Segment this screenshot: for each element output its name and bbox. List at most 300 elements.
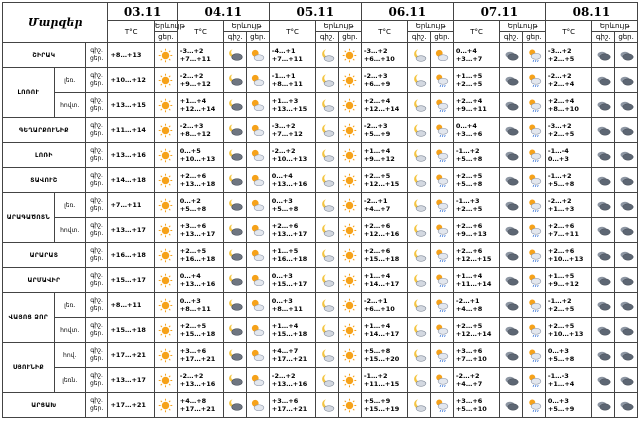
temp-night: +1…+4 <box>363 147 391 155</box>
weather-icon-cell <box>316 293 339 318</box>
clouds-icon <box>615 398 637 413</box>
temp-night: -3…+2 <box>363 47 388 55</box>
temp-day: +13…+16 <box>271 380 308 388</box>
temp-night: 0…+2 <box>179 197 201 205</box>
day-label: ցեր. <box>89 255 104 262</box>
temperature-cell <box>545 243 592 268</box>
unit-header: T°C <box>269 21 316 43</box>
weather-icon-cell <box>247 168 270 193</box>
weather-icon-cell <box>431 343 454 368</box>
weather-icon-cell <box>339 293 362 318</box>
temp-night: -2…+1 <box>363 197 388 205</box>
time-of-day-label <box>85 193 108 218</box>
weather-icon-cell <box>431 368 454 393</box>
weather-icon-cell <box>592 368 615 393</box>
temp-day: +17…+21 <box>271 405 308 413</box>
weather-icon-cell <box>224 168 247 193</box>
temp-night: +3…+6 <box>455 347 483 355</box>
sun-cloud-rain-icon <box>523 273 545 288</box>
weather-icon-cell <box>408 318 431 343</box>
temperature-cell <box>269 68 316 93</box>
temperature-cell <box>545 318 592 343</box>
weather-icon-cell <box>431 118 454 143</box>
weather-icon-cell <box>592 193 615 218</box>
weather-icon-cell <box>431 68 454 93</box>
temp-day: +9…+12 <box>363 155 395 163</box>
clouds-icon <box>592 198 614 213</box>
temp-day: +12…+15 <box>455 255 492 263</box>
sun-icon <box>155 123 177 138</box>
weather-icon-cell <box>247 268 270 293</box>
sun-cloud-rain-icon <box>523 48 545 63</box>
sun-icon <box>155 73 177 88</box>
weather-icon-cell <box>316 193 339 218</box>
time-of-day-label <box>85 118 108 143</box>
sun-cloud-rain-icon <box>431 98 453 113</box>
day-header: ցեր. <box>155 32 178 43</box>
time-of-day-label <box>85 393 108 418</box>
weather-icon-cell <box>592 93 615 118</box>
temp-night: -2…+2 <box>547 72 572 80</box>
temperature-cell <box>361 393 408 418</box>
sun-cloud-rain-icon <box>431 273 453 288</box>
time-of-day-label <box>85 43 108 68</box>
moon-cloud-icon <box>408 73 430 88</box>
weather-icon-cell <box>316 143 339 168</box>
weather-icon-cell <box>615 343 638 368</box>
clouds-icon <box>500 373 522 388</box>
weather-icon-cell <box>408 243 431 268</box>
clouds-icon <box>615 373 637 388</box>
temperature-cell <box>108 268 155 293</box>
weather-icon-cell <box>523 393 546 418</box>
sun-cloud-icon <box>247 148 269 163</box>
sun-icon <box>155 273 177 288</box>
day-label: ցեր. <box>89 405 104 412</box>
sun-cloud-rain-icon <box>431 173 453 188</box>
moon-cloud-icon <box>316 173 338 188</box>
temp-night: -3…+2 <box>547 122 572 130</box>
night-label: գիշ. <box>90 372 103 379</box>
temp-day: +7…+11 <box>271 55 303 63</box>
temp-night: +2…+5 <box>455 322 483 330</box>
weather-icon-cell <box>408 293 431 318</box>
clouds-icon <box>592 48 614 63</box>
clouds-icon <box>500 298 522 313</box>
clouds-icon <box>592 73 614 88</box>
weather-icon-cell <box>592 293 615 318</box>
sun-cloud-icon <box>247 123 269 138</box>
temperature-cell <box>177 343 224 368</box>
weather-icon-cell <box>339 68 362 93</box>
weather-icon-cell <box>500 68 523 93</box>
temp-night: +4…+8 <box>179 397 207 405</box>
weather-icon-cell <box>408 193 431 218</box>
temp-day: +10…+13 <box>179 155 216 163</box>
temperature-cell <box>108 68 155 93</box>
forecast-table <box>2 2 638 418</box>
cloudy-night-icon <box>224 273 246 288</box>
weather-icon-cell <box>408 43 431 68</box>
weather-header: Երևույթ <box>408 21 454 32</box>
temp-night: +1…+4 <box>363 272 391 280</box>
weather-icon-cell <box>500 43 523 68</box>
temp-night: -2…+3 <box>363 72 388 80</box>
clouds-icon <box>592 323 614 338</box>
temp-day: +11…+14 <box>110 126 146 134</box>
cloudy-night-icon <box>224 98 246 113</box>
weather-icon-cell <box>316 343 339 368</box>
moon-cloud-icon <box>408 298 430 313</box>
cloudy-night-icon <box>224 123 246 138</box>
temperature-cell <box>269 193 316 218</box>
weather-icon-cell <box>523 143 546 168</box>
clouds-icon <box>500 248 522 263</box>
weather-icon-cell <box>523 318 546 343</box>
night-label: գիշ. <box>90 122 103 129</box>
temp-day: +2…+5 <box>547 55 575 63</box>
temperature-cell <box>545 393 592 418</box>
weather-icon-cell <box>523 218 546 243</box>
temp-night: +2…+6 <box>547 222 575 230</box>
day-label: ցեր. <box>89 55 104 62</box>
weather-icon-cell <box>592 68 615 93</box>
date-header: 08.11 <box>545 3 637 21</box>
cloudy-night-icon <box>224 323 246 338</box>
weather-icon-cell <box>592 143 615 168</box>
night-label: գիշ. <box>90 72 103 79</box>
weather-icon-cell <box>224 68 247 93</box>
clouds-icon <box>592 298 614 313</box>
weather-icon-cell <box>615 218 638 243</box>
temperature-cell <box>108 43 155 68</box>
sun-icon <box>339 398 361 413</box>
temp-day: +12…+14 <box>179 105 216 113</box>
temp-night: 0…+5 <box>179 147 201 155</box>
sun-cloud-rain-icon <box>523 398 545 413</box>
temperature-cell <box>453 118 500 143</box>
clouds-icon <box>500 173 522 188</box>
temp-night: +1…+3 <box>271 97 299 105</box>
temperature-cell <box>108 293 155 318</box>
weather-icon-cell <box>247 43 270 68</box>
temp-night: +1…+4 <box>179 97 207 105</box>
weather-icon-cell <box>431 43 454 68</box>
temp-night: -2…+2 <box>455 372 480 380</box>
temp-day: +5…+8 <box>179 205 207 213</box>
temperature-cell <box>361 93 408 118</box>
sun-cloud-icon <box>247 248 269 263</box>
temp-night: +2…+5 <box>179 247 207 255</box>
weather-icon-cell <box>500 168 523 193</box>
temperature-cell <box>453 193 500 218</box>
weather-header: Երևույթ <box>316 21 362 32</box>
temperature-cell <box>361 118 408 143</box>
weather-icon-cell <box>339 118 362 143</box>
clouds-icon <box>500 273 522 288</box>
weather-icon-cell <box>247 318 270 343</box>
day-label: ցեր. <box>89 330 104 337</box>
sun-icon <box>339 273 361 288</box>
moon-cloud-icon <box>316 323 338 338</box>
time-of-day-label <box>85 168 108 193</box>
temp-day: +13…+16 <box>271 180 308 188</box>
temp-day: +5…+10 <box>455 405 487 413</box>
weather-icon-cell <box>431 243 454 268</box>
temperature-cell <box>545 168 592 193</box>
temperature-cell <box>108 93 155 118</box>
temp-night: -1…-3 <box>547 372 569 380</box>
moon-cloud-icon <box>408 323 430 338</box>
weather-icon-cell <box>224 368 247 393</box>
temperature-cell <box>545 268 592 293</box>
weather-icon-cell <box>500 218 523 243</box>
weather-icon-cell <box>408 268 431 293</box>
subregion-name: հով. <box>54 343 85 368</box>
temperature-cell <box>545 218 592 243</box>
temperature-cell <box>108 143 155 168</box>
moon-cloud-icon <box>408 248 430 263</box>
temp-night: +2…+5 <box>179 322 207 330</box>
clouds-icon <box>592 173 614 188</box>
temp-day: +5…+9 <box>363 130 391 138</box>
time-of-day-label <box>85 368 108 393</box>
temperature-cell <box>269 393 316 418</box>
temp-night: +2…+4 <box>363 97 391 105</box>
temp-day: +15…+18 <box>179 330 216 338</box>
night-label: գիշ. <box>90 172 103 179</box>
night-label: գիշ. <box>90 197 103 204</box>
weather-icon-cell <box>615 393 638 418</box>
weather-icon-cell <box>431 93 454 118</box>
sun-cloud-icon <box>247 373 269 388</box>
clouds-icon <box>615 173 637 188</box>
weather-icon-cell <box>155 243 178 268</box>
night-label: գիշ. <box>90 97 103 104</box>
weather-icon-cell <box>408 68 431 93</box>
temperature-cell <box>177 218 224 243</box>
weather-icon-cell <box>339 218 362 243</box>
sun-icon <box>155 98 177 113</box>
temperature-cell <box>453 168 500 193</box>
temp-day: +12…+14 <box>363 105 400 113</box>
sun-cloud-icon <box>247 173 269 188</box>
day-label: ցեր. <box>89 230 104 237</box>
temperature-cell <box>453 393 500 418</box>
moon-cloud-icon <box>316 298 338 313</box>
weather-icon-cell <box>247 143 270 168</box>
weather-icon-cell <box>592 43 615 68</box>
temperature-cell <box>361 368 408 393</box>
day-label: ցեր. <box>89 280 104 287</box>
temp-night: 0…+3 <box>271 197 293 205</box>
temperature-cell <box>269 43 316 68</box>
temp-day: +7…+11 <box>547 230 579 238</box>
clouds-icon <box>500 198 522 213</box>
time-of-day-label <box>85 143 108 168</box>
temp-night: +1…+5 <box>547 272 575 280</box>
weather-icon-cell <box>339 318 362 343</box>
temperature-cell <box>177 393 224 418</box>
clouds-icon <box>592 148 614 163</box>
weather-icon-cell <box>500 343 523 368</box>
weather-icon-cell <box>316 118 339 143</box>
moon-cloud-icon <box>316 273 338 288</box>
clouds-icon <box>615 298 637 313</box>
temperature-cell <box>361 143 408 168</box>
temperature-cell <box>177 293 224 318</box>
sun-cloud-rain-icon <box>523 98 545 113</box>
temp-day: +6…+9 <box>363 80 391 88</box>
temperature-cell <box>177 68 224 93</box>
moon-cloud-icon <box>316 148 338 163</box>
sun-cloud-rain-icon <box>431 148 453 163</box>
cloudy-night-icon <box>224 148 246 163</box>
weather-icon-cell <box>431 143 454 168</box>
clouds-icon <box>592 223 614 238</box>
weather-icon-cell <box>155 293 178 318</box>
temp-day: +8…+13 <box>110 51 142 59</box>
temp-day: +2…+5 <box>547 305 575 313</box>
sun-cloud-rain-icon <box>523 223 545 238</box>
weather-icon-cell <box>592 343 615 368</box>
weather-icon-cell <box>155 93 178 118</box>
weather-icon-cell <box>224 143 247 168</box>
temperature-cell <box>361 318 408 343</box>
weather-icon-cell <box>523 243 546 268</box>
cloudy-night-icon <box>224 73 246 88</box>
day-label: ցեր. <box>89 80 104 87</box>
temperature-cell <box>361 168 408 193</box>
temp-night: 0…+4 <box>271 172 293 180</box>
moon-cloud-icon <box>408 348 430 363</box>
weather-icon-cell <box>224 218 247 243</box>
temp-day: +16…+18 <box>271 255 308 263</box>
temp-day: +11…+15 <box>363 380 400 388</box>
temperature-cell <box>177 243 224 268</box>
temperature-cell <box>177 43 224 68</box>
unit-header: T°C <box>108 21 155 43</box>
temp-day: +15…+17 <box>110 276 146 284</box>
weather-icon-cell <box>247 368 270 393</box>
temp-night: -1…+3 <box>455 197 480 205</box>
temp-night: +2…+4 <box>547 97 575 105</box>
region-name: ՍՅՈՒՆԻՔ <box>3 343 55 393</box>
weather-icon-cell <box>224 93 247 118</box>
temp-day: +2…+5 <box>455 80 483 88</box>
forecast-row <box>3 218 638 243</box>
temp-day: +2…+4 <box>547 80 575 88</box>
temperature-cell <box>108 168 155 193</box>
weather-icon-cell <box>224 43 247 68</box>
temperature-cell <box>361 293 408 318</box>
weather-icon-cell <box>500 293 523 318</box>
temp-day: +13…+17 <box>271 230 308 238</box>
clouds-icon <box>592 123 614 138</box>
sun-icon <box>155 298 177 313</box>
region-name: ԱՐԱՐԱՏ <box>3 243 86 268</box>
moon-cloud-icon <box>316 248 338 263</box>
sun-cloud-rain-icon <box>431 223 453 238</box>
weather-icon-cell <box>523 43 546 68</box>
temp-night: -1…+1 <box>271 72 296 80</box>
weather-icon-cell <box>408 218 431 243</box>
weather-icon-cell <box>316 218 339 243</box>
date-header: 04.11 <box>177 3 269 21</box>
sun-cloud-rain-icon <box>523 198 545 213</box>
weather-icon-cell <box>155 218 178 243</box>
temp-night: +4…+7 <box>271 347 299 355</box>
temp-night: -3…+2 <box>179 47 204 55</box>
night-label: գիշ. <box>90 47 103 54</box>
weather-icon-cell <box>316 268 339 293</box>
sun-icon <box>339 348 361 363</box>
cloudy-night-icon <box>224 48 246 63</box>
region-name: ԳԵՂԱՐՔՈՒՆԻՔ <box>3 118 86 143</box>
weather-icon-cell <box>615 293 638 318</box>
temp-night: -1…+2 <box>455 147 480 155</box>
temp-day: +13…+17 <box>179 230 216 238</box>
temperature-cell <box>269 218 316 243</box>
temp-night: +2…+6 <box>179 172 207 180</box>
temperature-cell <box>108 193 155 218</box>
weather-icon-cell <box>523 118 546 143</box>
weather-icon-cell <box>500 368 523 393</box>
forecast-row <box>3 143 638 168</box>
temperature-cell <box>453 368 500 393</box>
weather-icon-cell <box>431 318 454 343</box>
temperature-cell <box>361 243 408 268</box>
weather-icon-cell <box>224 293 247 318</box>
weather-icon-cell <box>224 193 247 218</box>
temperature-cell <box>453 93 500 118</box>
time-of-day-label <box>85 268 108 293</box>
temp-day: +4…+7 <box>363 205 391 213</box>
weather-icon-cell <box>615 243 638 268</box>
weather-icon-cell <box>500 268 523 293</box>
weather-icon-cell <box>247 68 270 93</box>
temp-day: +17…+21 <box>179 405 216 413</box>
temp-night: +2…+6 <box>455 247 483 255</box>
sun-icon <box>339 373 361 388</box>
weather-icon-cell <box>247 343 270 368</box>
temp-day: +17…+21 <box>110 401 146 409</box>
weather-icon-cell <box>247 393 270 418</box>
temp-day: +8…+11 <box>271 305 303 313</box>
temp-night: +3…+6 <box>271 397 299 405</box>
temp-night: -2…+2 <box>271 372 296 380</box>
temp-day: +12…+15 <box>363 180 400 188</box>
temp-day: +15…+18 <box>363 255 400 263</box>
temp-night: +1…+4 <box>271 322 299 330</box>
temperature-cell <box>545 43 592 68</box>
cloudy-night-icon <box>224 173 246 188</box>
weather-icon-cell <box>155 43 178 68</box>
temp-day: +13…+17 <box>110 376 146 384</box>
temperature-cell <box>545 68 592 93</box>
weather-icon-cell <box>224 318 247 343</box>
temp-day: +13…+16 <box>179 380 216 388</box>
temp-day: +7…+11 <box>110 201 142 209</box>
weather-icon-cell <box>155 268 178 293</box>
weather-icon-cell <box>431 293 454 318</box>
weather-icon-cell <box>431 193 454 218</box>
weather-icon-cell <box>247 118 270 143</box>
clouds-icon <box>500 123 522 138</box>
weather-icon-cell <box>316 68 339 93</box>
weather-icon-cell <box>339 343 362 368</box>
weather-icon-cell <box>155 68 178 93</box>
